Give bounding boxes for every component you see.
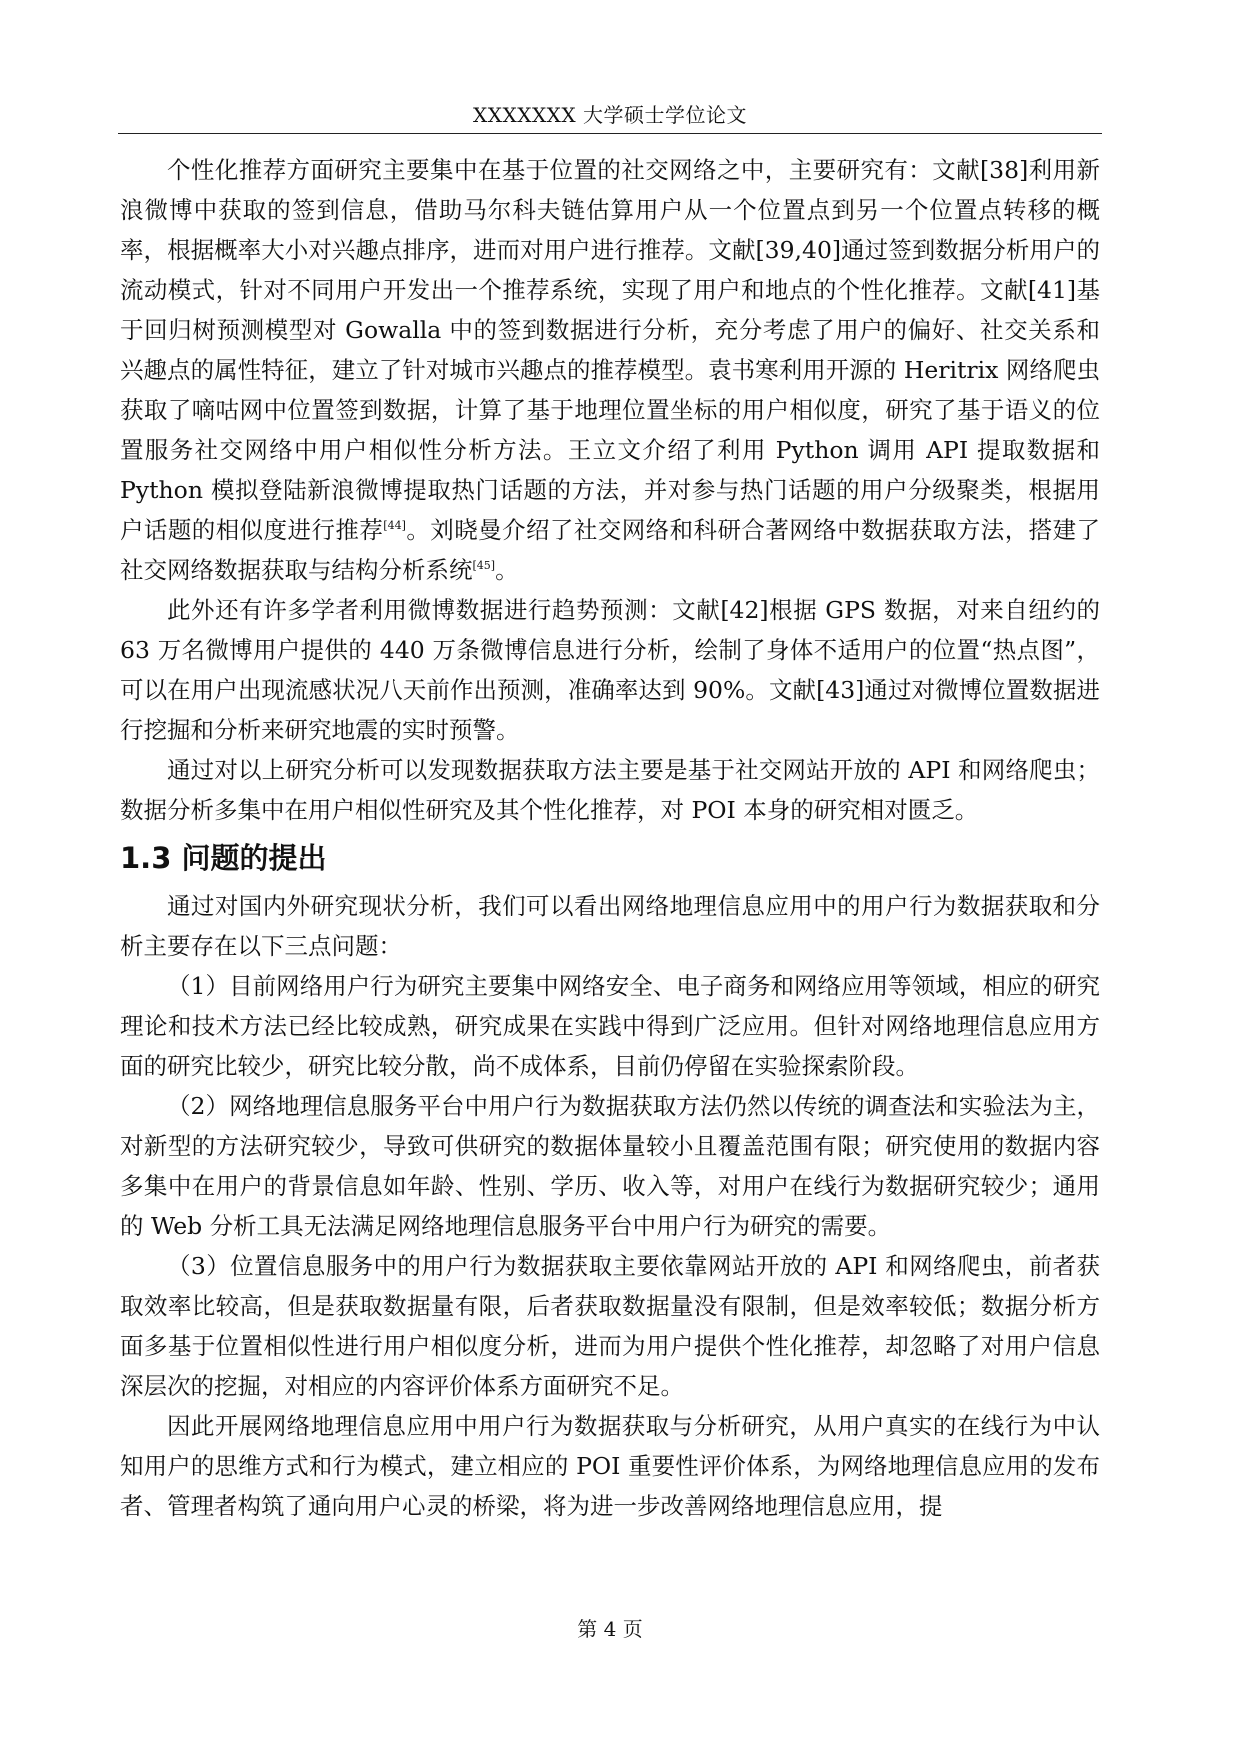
section-heading: 1.3 问题的提出 [120, 841, 327, 875]
running-header: XXXXXXX 大学硕士学位论文 [472, 103, 748, 127]
paragraph-problem-intro: 通过对国内外研究现状分析，我们可以看出网络地理信息应用中的用户行为数据获取和分析主要存在以下三点问题： [120, 892, 1100, 960]
citation-ref: [44] [383, 519, 406, 533]
paragraph-text: 。 [495, 556, 519, 584]
paragraph-conclusion: 因此开展网络地理信息应用中用户行为数据获取与分析研究，从用户真实的在线行为中认知用户的思维方式和行为模式，建立相应的 POI 重要性评价体系，为网络地理信息应用的发布者、管理者构筑了通向用户心灵的桥梁，将为进一步改善网络地理信息应用，提 [120, 1412, 1100, 1520]
paragraph-recommendation [120, 150, 1100, 590]
document-body [120, 150, 1100, 1526]
citation-ref: [45] [472, 559, 496, 573]
page-number: 第 4 页 [577, 1617, 643, 1641]
paragraph-text: 个性化推荐方面研究主要集中在基于位置的社交网络之中，主要研究有：文献[38]利用新浪微博中获取的签到信息，借助马尔科夫链估算用户从一个位置点到另一个位置点转移的概率，根据概率大小对兴趣点排序，进而对用户进行推荐。文献[39,40]通过签到数据分析用户的流动模式，针对不同用户开发出一个推荐系统，实现了用户和地点的个性化推荐。文献[41]基于回归树预测模型对 Gowalla 中的签到数据进行分析，充分考虑了用户的偏好、社交关系和兴趣点的属性特征，建立了针对城市兴趣点的推荐模型。袁书寒利用开源的 Heritrix 网络爬虫获取了嘀咕网中位置签到数据，计算了基于地理位置坐标的用户相似度，研究了基于语义的位置服务社交网络中用户相似性分析方法。王立文介绍了利用 Python 调用 API 提取数据和 Python 模拟登陆新浪微博提取热门话题的方法，并对参与热门话题的用户分级聚类，根据用户话题的相似度进行推荐 [120, 156, 1100, 544]
paragraph-problem-1: （1）目前网络用户行为研究主要集中网络安全、电子商务和网络应用等领域，相应的研究理论和技术方法已经比较成熟，研究成果在实践中得到广泛应用。但针对网络地理信息应用方面的研究比较少，研究比较分散，尚不成体系，目前仍停留在实验探索阶段。 [120, 972, 1100, 1080]
paragraph-problem-3: （3）位置信息服务中的用户行为数据获取主要依靠网站开放的 API 和网络爬虫，前者获取效率比较高，但是获取数据量有限，后者获取数据量没有限制，但是效率较低；数据分析方面多基于位置相似性进行用户相似度分析，进而为用户提供个性化推荐，却忽略了对用户信息深层次的挖掘，对相应的内容评价体系方面研究不足。 [120, 1252, 1100, 1400]
paragraph-trend-prediction: 此外还有许多学者利用微博数据进行趋势预测：文献[42]根据 GPS 数据，对来自纽约的 63 万名微博用户提供的 440 万条微博信息进行分析，绘制了身体不适用户的位置“热点图”，可以在用户出现流感状况八天前作出预测，准确率达到 90%。文献[43]通过对微博位置数据进行挖掘和分析来研究地震的实时预警。 [120, 596, 1100, 744]
paragraph-text: 。刘晓曼介绍了社交网络和科研合著网络中数据获取方法，搭建了社交网络数据获取与结构分析系统 [120, 516, 1101, 584]
paragraph-problem-2: （2）网络地理信息服务平台中用户行为数据获取方法仍然以传统的调查法和实验法为主，对新型的方法研究较少，导致可供研究的数据体量较小且覆盖范围有限；研究使用的数据内容多集中在用户的背景信息如年龄、性别、学历、收入等，对用户在线行为数据研究较少；通用的 Web 分析工具无法满足网络地理信息服务平台中用户行为研究的需要。 [120, 1092, 1100, 1240]
header-rule [118, 133, 1102, 134]
paragraph-summary: 通过对以上研究分析可以发现数据获取方法主要是基于社交网站开放的 API 和网络爬虫；数据分析多集中在用户相似性研究及其个性化推荐，对 POI 本身的研究相对匮乏。 [120, 756, 1100, 824]
